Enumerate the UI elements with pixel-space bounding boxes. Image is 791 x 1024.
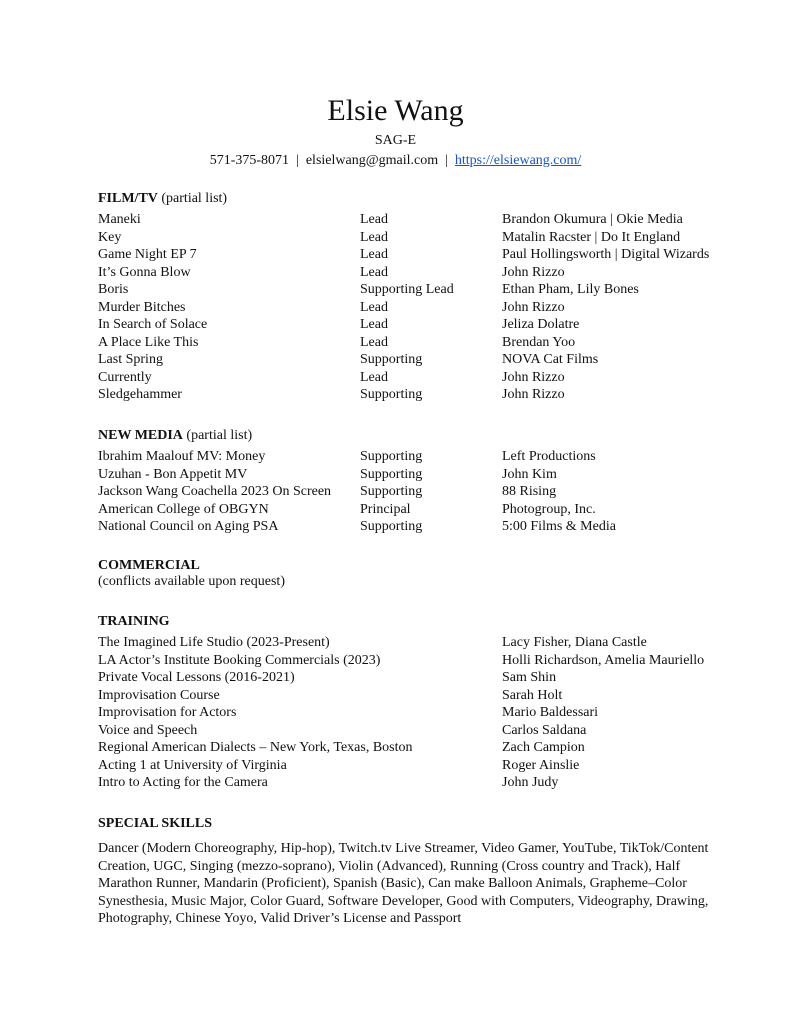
training-row (98, 739, 738, 757)
training-instructor: Lacy Fisher, Diana Castle (502, 635, 647, 650)
credit-title: Key (98, 229, 122, 245)
credit-director: Brandon Okumura | Okie Media (502, 212, 683, 227)
film-credit-row (98, 281, 738, 299)
credit-title: Ibrahim Maalouf MV: Money (98, 449, 266, 464)
new-media-credit-row (98, 483, 738, 501)
film-credit-row (98, 386, 738, 404)
credit-title: Maneki (98, 212, 141, 227)
training-course: Improvisation Course (98, 687, 220, 703)
training-course: LA Actor’s Institute Booking Commercials (2023) (98, 652, 381, 668)
credit-role: Lead (360, 247, 388, 262)
credit-director: Ethan Pham, Lily Bones (502, 282, 639, 297)
special-skills-title: SPECIAL SKILLS (98, 816, 212, 831)
film-tv-title: FILM/TV (98, 191, 158, 206)
credit-role: Lead (360, 299, 388, 315)
training-row (98, 757, 738, 775)
special-skills-text: Dancer (Modern Choreography, Hip-hop), Twitch.tv Live Streamer, Video Gamer, YouTube, TikTok/Content Creation, UGC, Singing (mezzo-soprano), Violin (Advanced), Running (Cross country and Track), Half Marathon Runner, Mandarin (Proficient), Spanish (Basic), Can make Balloon Animals, Grapheme–Color Synesthesia, Music Major, Color Guard, Software Developer, Good with Computers, Videography, Drawing, Photography, Chinese Yoyo, Valid Driver’s License and Passport (98, 841, 709, 927)
credit-role: Principal (360, 501, 411, 517)
training-row (98, 774, 738, 792)
new-media-credit-row (98, 466, 738, 484)
credit-role: Lead (360, 212, 388, 227)
credit-role: Supporting (360, 466, 423, 482)
film-credit-row (98, 264, 738, 282)
actor-name: Elsie Wang (327, 94, 464, 127)
training-instructor: Carlos Saldana (502, 722, 587, 738)
credit-role: Lead (360, 334, 388, 350)
training-row (98, 669, 738, 687)
credit-title: Uzuhan - Bon Appetit MV (98, 466, 248, 482)
training-course: Private Vocal Lessons (2016-2021) (98, 670, 295, 685)
new-media-qualifier: (partial list) (186, 428, 253, 443)
film-credit-row (98, 211, 738, 229)
commercial-title: COMMERCIAL (98, 558, 200, 573)
website-link[interactable]: https://elsiewang.com/ (454, 153, 582, 168)
training-instructor: John Judy (502, 775, 559, 790)
credit-director: John Rizzo (502, 299, 565, 315)
new-media-credit-row (98, 518, 738, 536)
credit-director: John Rizzo (502, 387, 565, 402)
film-tv-heading (98, 190, 227, 208)
credit-director: Brendan Yoo (502, 334, 576, 350)
credit-role: Supporting (360, 519, 423, 534)
training-course: The Imagined Life Studio (2023-Present) (98, 635, 330, 650)
training-course: Acting 1 at University of Virginia (98, 757, 287, 773)
credit-director: Paul Hollingsworth | Digital Wizards (502, 247, 710, 262)
training-row (98, 687, 738, 705)
credit-role: Supporting (360, 449, 423, 464)
film-credit-row (98, 334, 738, 352)
credit-title: It’s Gonna Blow (98, 264, 191, 280)
credit-director: Jeliza Dolatre (502, 317, 580, 332)
union-status: SAG-E (374, 133, 417, 148)
training-instructor: Mario Baldessari (502, 705, 599, 720)
special-skills-heading (98, 815, 212, 833)
credit-role: Supporting (360, 352, 423, 367)
credit-title: In Search of Solace (98, 317, 208, 332)
credit-role: Lead (360, 317, 388, 332)
film-credit-row (98, 369, 738, 387)
credit-role: Supporting Lead (360, 282, 454, 297)
credit-role: Lead (360, 369, 388, 385)
training-instructor: Zach Campion (502, 740, 585, 755)
film-tv-qualifier: (partial list) (161, 191, 228, 206)
film-tv-list (98, 211, 738, 404)
credit-title: A Place Like This (98, 334, 199, 350)
film-credit-row (98, 299, 738, 317)
credit-title: Last Spring (98, 352, 163, 367)
credit-role: Supporting (360, 484, 423, 499)
training-course: Voice and Speech (98, 722, 198, 738)
training-instructor: Roger Ainslie (502, 757, 580, 773)
credit-company: 88 Rising (502, 484, 557, 499)
training-row (98, 634, 738, 652)
training-title: TRAINING (98, 614, 170, 629)
new-media-title: NEW MEDIA (98, 428, 183, 443)
contact-line (0, 152, 791, 170)
credit-director: John Rizzo (502, 369, 565, 385)
training-course: Regional American Dialects – New York, Texas, Boston (98, 740, 413, 755)
training-instructor: Sam Shin (502, 670, 557, 685)
film-credit-row (98, 316, 738, 334)
commercial-note: (conflicts available upon request) (98, 574, 285, 589)
training-list (98, 634, 738, 792)
credit-title: Currently (98, 369, 152, 385)
credit-title: National Council on Aging PSA (98, 519, 279, 534)
credit-title: American College of OBGYN (98, 501, 269, 517)
credit-role: Lead (360, 264, 388, 280)
film-credit-row (98, 351, 738, 369)
training-course: Intro to Acting for the Camera (98, 775, 268, 790)
credit-director: John Rizzo (502, 264, 565, 280)
training-instructor: Holli Richardson, Amelia Mauriello (502, 652, 705, 668)
training-course: Improvisation for Actors (98, 705, 237, 720)
credit-title: Boris (98, 282, 129, 297)
new-media-list (98, 448, 738, 536)
credit-company: Left Productions (502, 449, 596, 464)
credit-title: Game Night EP 7 (98, 247, 197, 262)
credit-role: Lead (360, 229, 388, 245)
new-media-credit-row (98, 501, 738, 519)
email-address: elsielwang@gmail.com (305, 153, 439, 168)
contact-separator: | (445, 153, 448, 168)
training-instructor: Sarah Holt (502, 687, 563, 703)
training-row (98, 652, 738, 670)
credit-title: Sledgehammer (98, 387, 182, 402)
contact-separator: | (296, 153, 299, 168)
credit-company: John Kim (502, 466, 557, 482)
credit-director: NOVA Cat Films (502, 352, 599, 367)
new-media-heading (98, 427, 252, 445)
phone-number: 571-375-8071 (209, 153, 290, 168)
film-credit-row (98, 229, 738, 247)
credit-title: Jackson Wang Coachella 2023 On Screen (98, 484, 332, 499)
film-credit-row (98, 246, 738, 264)
training-row (98, 704, 738, 722)
new-media-credit-row (98, 448, 738, 466)
credit-company: 5:00 Films & Media (502, 519, 616, 534)
credit-company: Photogroup, Inc. (502, 501, 596, 517)
credit-title: Murder Bitches (98, 299, 186, 315)
credit-director: Matalin Racster | Do It England (502, 229, 681, 245)
training-heading (98, 613, 170, 631)
training-row (98, 722, 738, 740)
credit-role: Supporting (360, 387, 423, 402)
